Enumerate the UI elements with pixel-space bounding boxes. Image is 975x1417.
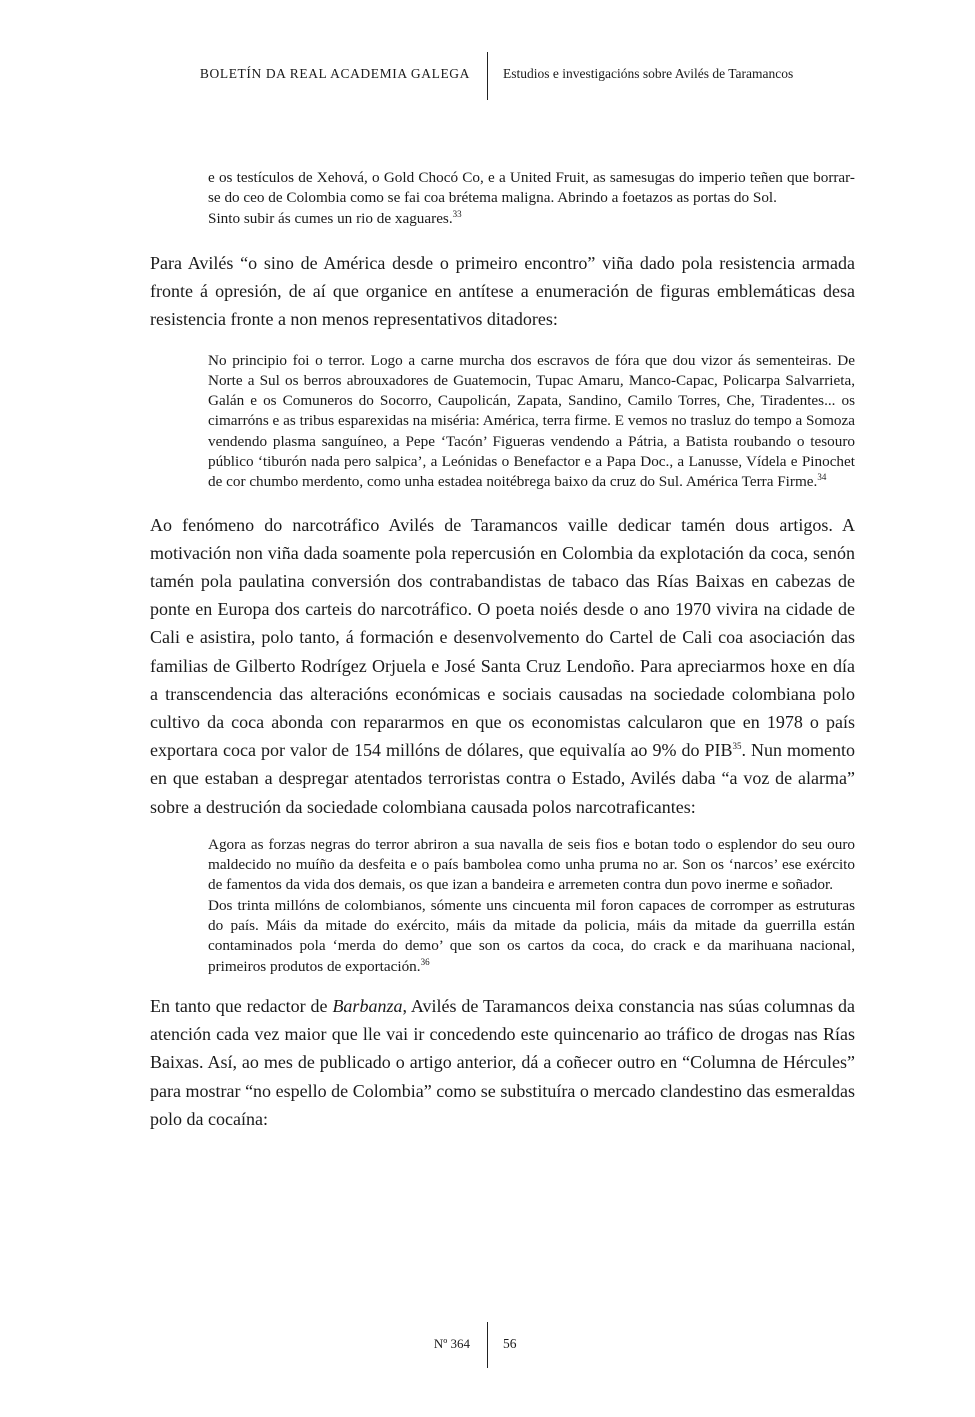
page-body <box>150 168 855 1133</box>
paragraph-3: En tanto que redactor de Barbanza, Avilés de Taramancos deixa constancia nas súas columnas da atención cada vez maior que lle vai ir concedendo este quincenario ao tráfico de drogas nas Rías Baixas. Así, ao mes de publicado o artigo anterior, dá a coñecer outro en “Columna de Hércules” para mostrar “no espello de Colombia” como se substituíra o mercado clandestino das esmeraldas polo da cocaína: <box>150 995 856 1129</box>
footnote-ref-33[interactable]: 33 <box>452 208 462 219</box>
issue-number: Nº 364 <box>433 1336 470 1351</box>
block-quote-2 <box>208 351 855 493</box>
footnote-ref-34[interactable]: 34 <box>817 472 827 483</box>
journal-title: BOLETÍN DA REAL ACADEMIA GALEGA <box>199 66 470 81</box>
quote-2-text: No principio foi o terror. Logo a carne murcha dos escravos de fóra que dou vizor ás sementeiras. De Norte a Sul os berros abrouxadores de Guatemocin, Tupac Amaru, Manco-Capac, Policarpa Salvarrieta, Galán e os Comuneros do Socorro, Caupolicán, Zapata, Sandino, Camilo Torres, Che, Tiradentes... os cimarróns e as tribus esparexidas na miséria: América, terra firme. E vemos no trasluz do tempo a Somoza vendendo plasma sanguíneo, a Pepe ‘Tacón’ Figueras vendendo a Pátria, a Batista roubando o tesouro público ‘tiburón nada pero salpica’, a Leónidas o Benefactor e a Papa Doc., a Lanusse, Vídela e Pinochet de cor chumbo merdento, como unha estadea noitébrega baixo da cruz do Sul. América Terra Firme.$^{34}$ <box>208 351 855 491</box>
quote-3-para-1: Agora as forzas negras do terror abriron a sua navalla de seis fios e botan todo o esplendor do seu ouro maldecido no muíño da desfeita e o país bambolea como unha pruma no ar. Son os ‘narcos’ ese exército de famentos da vida dos demais, os que izan a bandeira e arremeten contra dun povo inerme e soñador. <box>208 835 855 894</box>
header-divider <box>487 52 488 100</box>
quote-1-line-2: Sinto subir ás cumes un rio de xaguares.$^{33}$ <box>208 208 462 227</box>
quote-3-para-2: Dos trinta millóns de colombianos, sómente uns cincuenta mil foron capaces de corromper as estruturas do país. Máis da mitade do exército, máis da mitade da policia, máis da mitade da guerrilla están contaminados pola ‘merda do demo’ que son os cartos da coca, do crack e da marihuana nacional, primeiros produtos de exportación.$^{36}$ <box>208 896 855 975</box>
footer-divider <box>487 1322 488 1368</box>
page-number: 56 <box>503 1336 517 1351</box>
paragraph-1: Para Avilés “o sino de América desde o primeiro encontro” viña dado pola resistencia armada fronte á opresión, de aí que organice en antítese a enumeración de figuras emblemáticas desa resistencia fronte a non menos representativos ditadores: <box>150 252 855 330</box>
section-title: Estudios e investigacións sobre Avilés de Taramancos <box>503 66 794 81</box>
footnote-ref-35[interactable]: 35 <box>732 741 742 752</box>
paragraph-2: Ao fenómeno do narcotráfico Avilés de Taramancos vaille dedicar tamén dous artigos. A motivación non viña dada soamente pola repercusión en Colombia da explotación da coca, senón tamén pola paulatina conversión dos contrabandistas de tabaco das Rías Baixas en cabezas de ponte en Europa dos carteis do narcotráfico. O poeta noiés desde o ano 1970 vivira na cidade de Cali e asistira, polo tanto, á formación e desenvolvemento do Cartel de Cali coa asociación das familias de Gilberto Rodrígez Orjuela e José Santa Cruz Lendoño. Para apreciarmos hoxe en día a transcendencia das alteracións económicas e sociais causadas na sociedade colombiana polo cultivo da coca abonda con repararmos en que os economistas calcularon que en 1978 o país exportara coca por valor de 154 millóns de dólares, que equivalía ao 9% do PIB$^{35}$. Nun momento en que estaban a despregar atentados terroristas contra o Estado, Avilés daba “a voz de alarma” sobre a destrución da sociedade colombiana causada polos narcotraficantes: <box>150 514 855 817</box>
quote-1-line-1: e os testículos de Xehová, o Gold Chocó Co, e a United Fruit, as samesugas do imperio teñen que borrar-se do ceo de Colombia como se fai coa brétema maligna. Abrindo a foetazos as portas do Sol. <box>208 169 855 207</box>
footnote-ref-36[interactable]: 36 <box>420 956 430 967</box>
running-header <box>0 52 975 100</box>
publication-title: Barbanza <box>332 995 403 1016</box>
running-footer <box>0 1322 975 1368</box>
block-quote-1 <box>208 168 855 229</box>
block-quote-3 <box>208 835 855 977</box>
